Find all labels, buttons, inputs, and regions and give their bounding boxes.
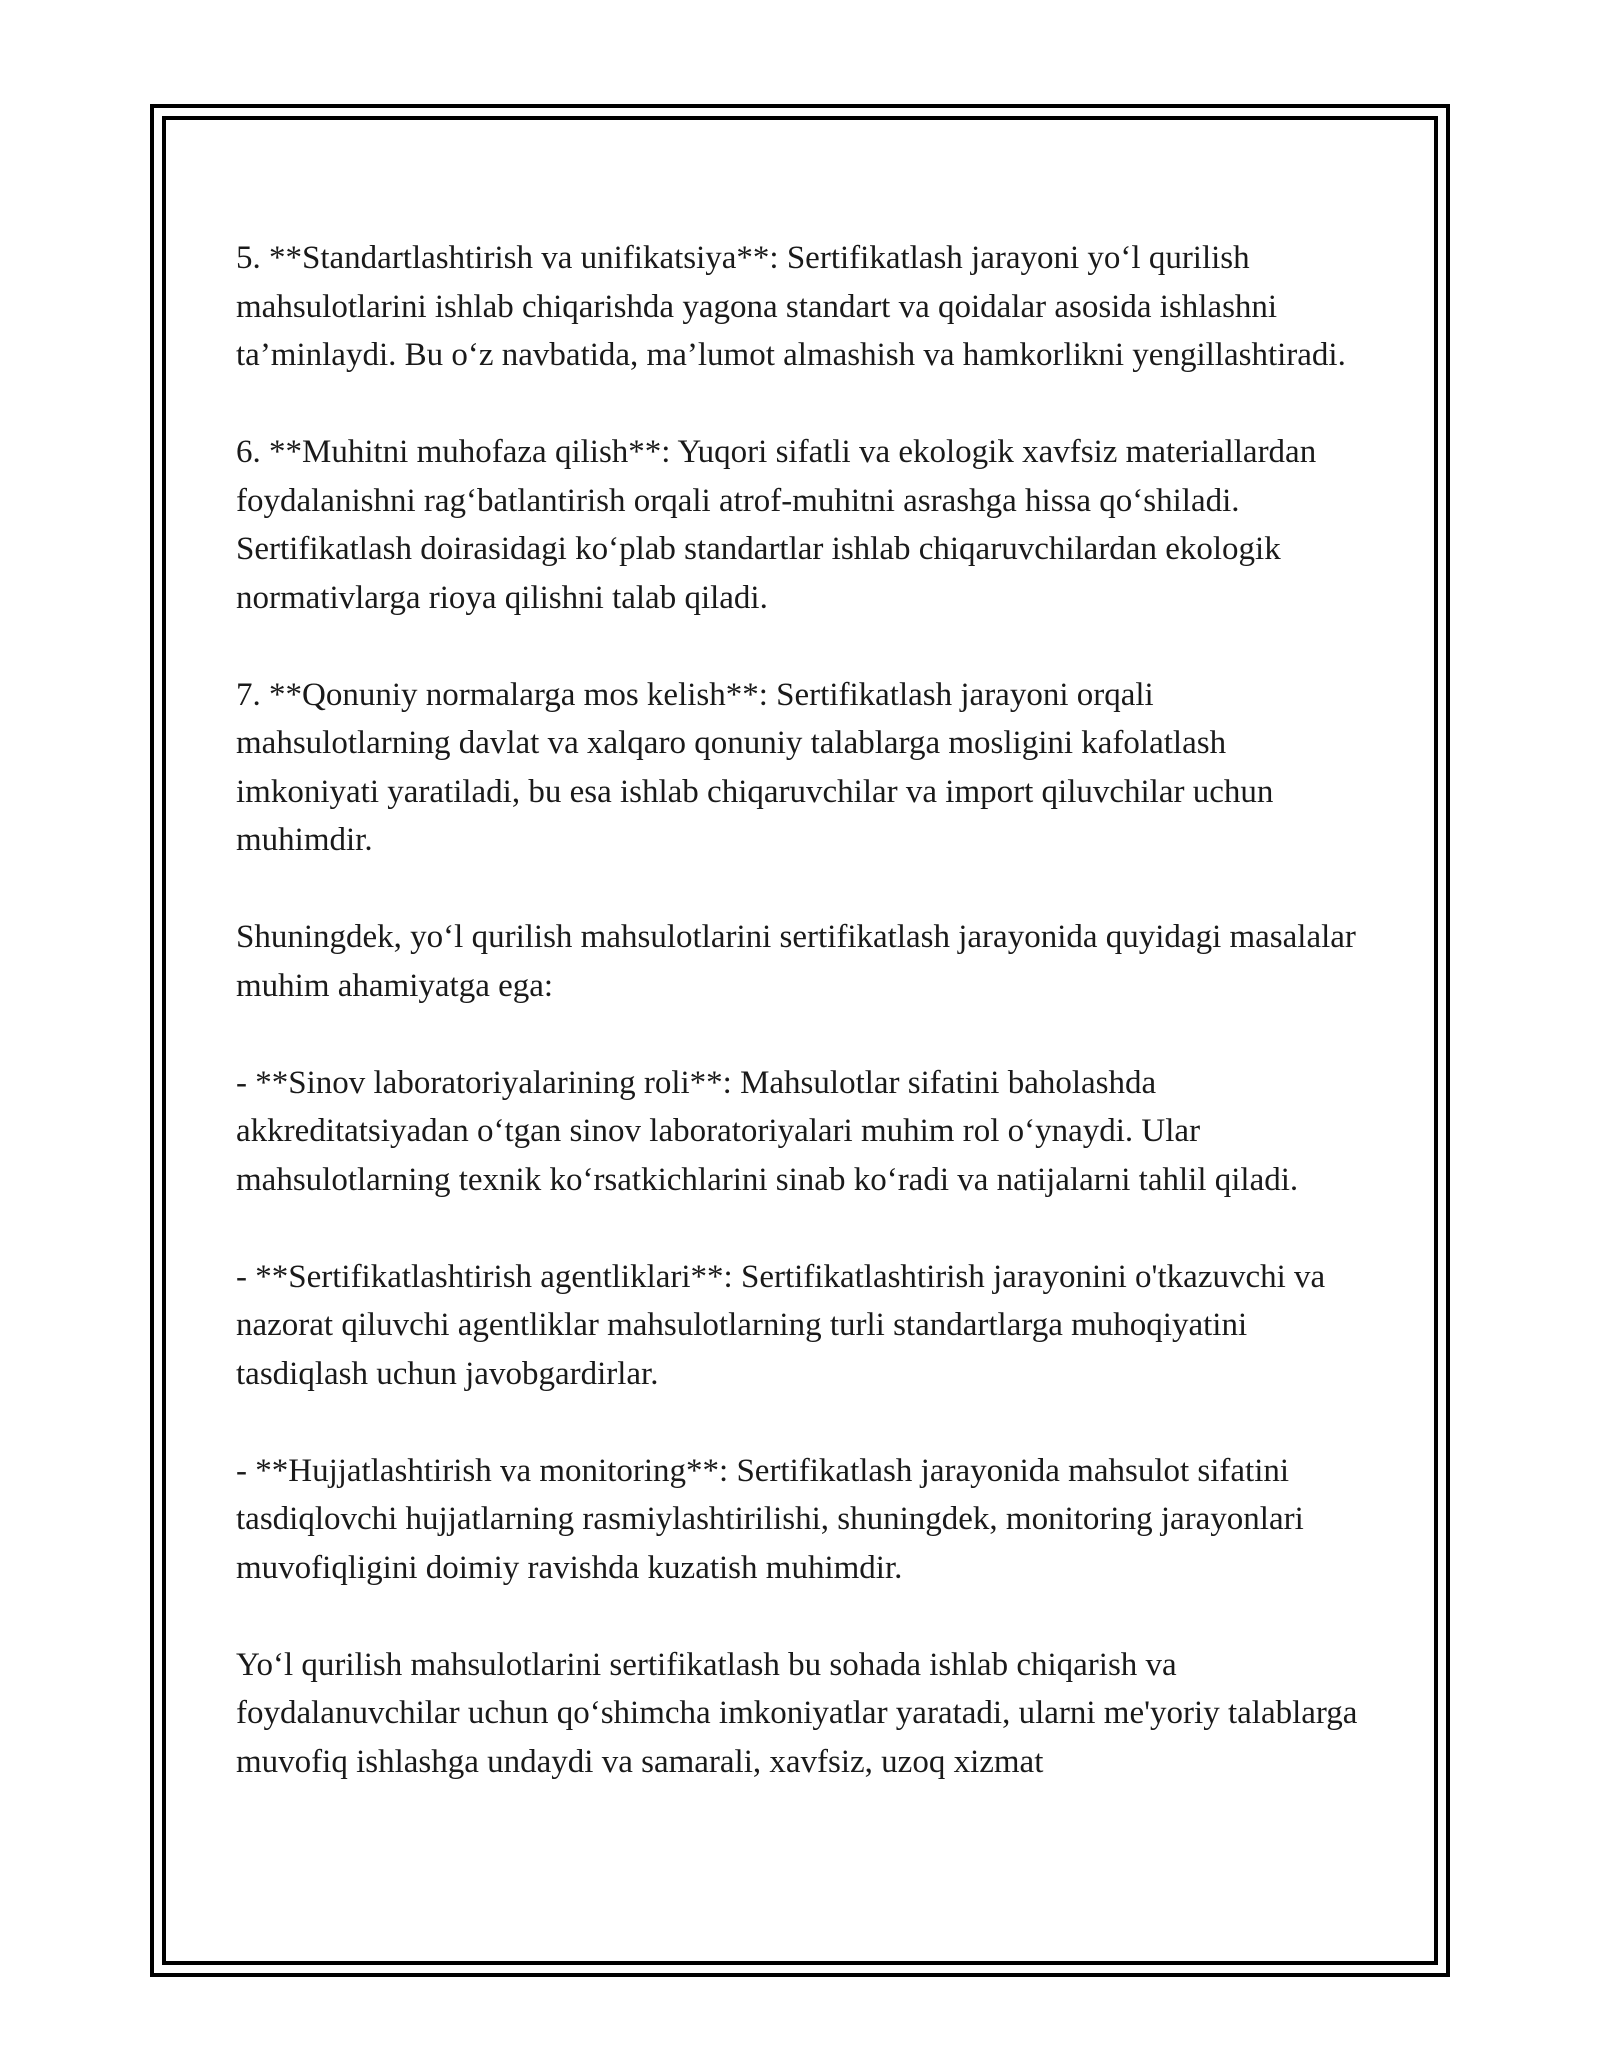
paragraph-conclusion: Yo‘l qurilish mahsulotlarini sertifikatlash bu sohada ishlab chiqarish va foydalanuvchilar uchun qo‘shimcha imkoniyatlar yaratadi, ularni me'yoriy talablarga muvofiq ishlashga undaydi va samarali, xavfsiz, uzoq xizmat [236, 1646, 1358, 1780]
paragraph-documentation-monitoring: - **Hujjatlashtirish va monitoring**: Sertifikatlash jarayonida mahsulot sifatini tasdiqlovchi hujjatlarning rasmiylashtirilishi, shuningdek, monitoring jarayonlari muvofiqligini doimiy ravishda kuzatish muhimdir. [236, 1452, 1304, 1586]
document-body [236, 234, 1376, 1786]
paragraph-standardization: 5. **Standartlashtirish va unifikatsiya**: Sertifikatlash jarayoni yo‘l qurilish mahsulotlarini ishlab chiqarishda yagona standart va qoidalar asosida ishlashni ta’minlaydi. Bu o‘z navbatida, ma’lumot almashish va hamkorlikni yengillashtiradi. [236, 240, 1346, 373]
paragraph-certification-agencies: - **Sertifikatlashtirish agentliklari**: Sertifikatlashtirish jarayonini o'tkazuvchi va nazorat qiluvchi agentliklar mahsulotlarning turli standartlarga muhoqiyatini tasdiqlash uchun javobgardirlar. [236, 1258, 1326, 1392]
paragraph-testing-laboratories: - **Sinov laboratoriyalarining roli**: Mahsulotlar sifatini baholashda akkreditatsiyadan o‘tgan sinov laboratoriyalari muhim rol o‘ynaydi. Ular mahsulotlarning texnik ko‘rsatkichlarini sinab ko‘radi va natijalarni tahlil qiladi. [236, 1064, 1299, 1198]
paragraph-environment-protection: 6. **Muhitni muhofaza qilish**: Yuqori sifatli va ekologik xavfsiz materiallardan foydalanishni rag‘batlantirish orqali atrof-muhitni asrashga hissa qo‘shiladi. Sertifikatlash doirasidagi ko‘plab standartlar ishlab chiqaruvchilardan ekologik normativlarga rioya qilishni talab qiladi. [236, 434, 1317, 616]
paragraph-additional-issues-intro: Shuningdek, yo‘l qurilish mahsulotlarini sertifikatlash jarayonida quyidagi masalalar muhim ahamiyatga ega: [236, 919, 1356, 1004]
paragraph-legal-compliance: 7. **Qonuniy normalarga mos kelish**: Sertifikatlash jarayoni orqali mahsulotlarning davlat va xalqaro qonuniy talablarga mosligini kafolatlash imkoniyati yaratiladi, bu esa ishlab chiqaruvchilar va import qiluvchilar uchun muhimdir. [236, 676, 1274, 858]
